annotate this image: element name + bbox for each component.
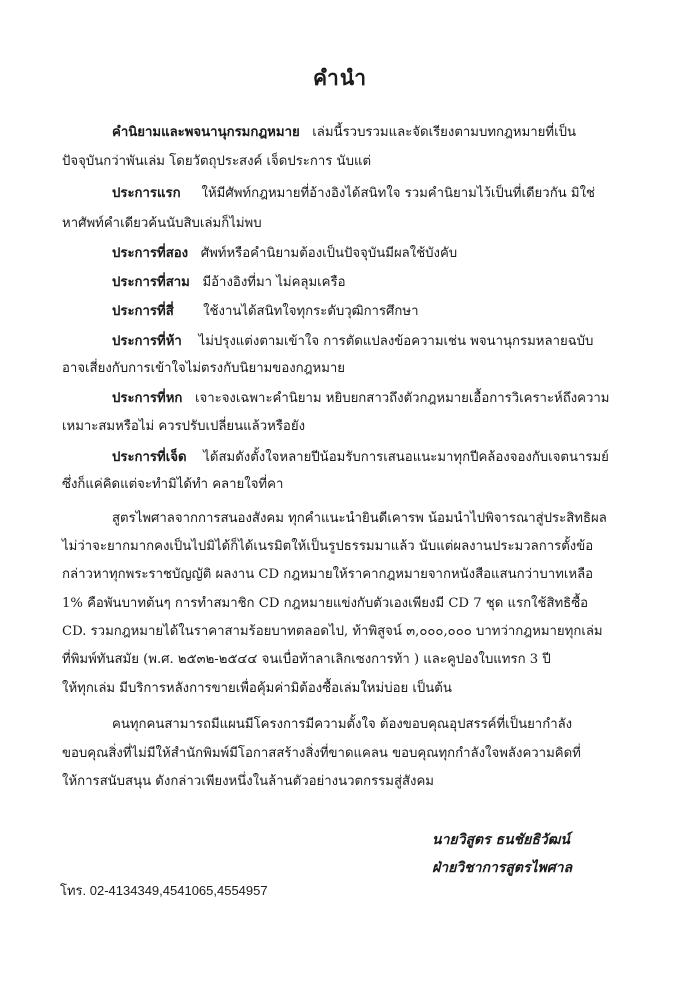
item-5-label: ประการที่ห้า — [112, 334, 182, 349]
para3-line-3: ให้การสนับสนุน ดังกล่าวเพียงหนึ่งในล้านตัวอย่างนวตกรรมสู่สังคม — [62, 774, 434, 789]
para2-line-5: CD. รวมกฎหมายได้ในราคาสามร้อยบาทตลอดไป, ท้าพิสูจน์ ๓,๐๐๐,๐๐๐ บาทว่ากฎหมายทุกเล่ม — [62, 624, 603, 639]
para2-line-2: ไม่ว่าจะยากมากคงเป็นไปมิได้ก็ได้เนรมิตให้เป็นรูปธรรมมาแล้ว นับแต่ผลงานประมวลการตั้งข้อ — [62, 539, 594, 554]
item-1-text: ให้มีศัพท์กฎหมายที่อ้างอิงได้สนิทใจ รวมคำนิยามไว้เป็นที่เดียวกัน มิใช่ — [201, 186, 595, 201]
item-7-cont: ซึ่งก็แค่คิดแต่จะทำมิได้ทำ คลายใจที่คา — [62, 477, 284, 492]
signature-name: นายวิสูตร ธนชัยธิวัฒน์ — [432, 832, 570, 848]
item-4-text: ใช้งานได้สนิทใจทุกระดับวุฒิการศึกษา — [203, 304, 419, 319]
intro-lead: คำนิยามและพจนานุกรมกฎหมาย — [112, 125, 300, 140]
item-4 — [112, 303, 419, 321]
item-1-label: ประการแรก — [112, 186, 181, 201]
item-7-text: ได้สมดังตั้งใจหลายปีน้อมรับการเสนอแนะมาทุกปีคล้องจองกับเจตนารมย์ — [203, 450, 609, 465]
para2-line-6: ที่พิมพ์ทันสมัย (พ.ศ. ๒๕๓๒-๒๕๔๔ จนเบื่อท้าลาเลิกเซงการท้า ) และคูปองใบแทรก 3 ปี — [62, 652, 551, 667]
item-7 — [112, 449, 609, 467]
item-1-cont: หาศัพท์คำเดียวค้นนับสิบเล่มก็ไม่พบ — [62, 216, 262, 231]
item-2 — [112, 245, 457, 263]
item-2-text: ศัพท์หรือคำนิยามต้องเป็นปัจจุบันมีผลใช้บังคับ — [200, 246, 458, 261]
item-3 — [112, 274, 346, 292]
para3-line-1: คนทุกคนสามารถมีแผนมีโครงการมีความตั้งใจ ต้องขอบคุณอุปสรรค์ที่เป็นยากำลัง — [112, 717, 573, 732]
item-6-cont: เหมาะสมหรือไม่ ควรปรับเปลี่ยนแล้วหรือยัง — [62, 419, 306, 434]
item-6-text: เจาะจงเฉพาะคำนิยาม หยิบยกสาวถึงตัวกฎหมายเอื้อการวิเคราะห์ถึงความ — [194, 391, 610, 406]
item-2-label: ประการที่สอง — [112, 246, 189, 261]
item-5-text: ไม่ปรุงแต่งตามเข้าใจ การตัดแปลงข้อความเช่น พจนานุกรมหลายฉบับ — [198, 334, 594, 349]
para2-line-4: 1% คือพันบาทต้นๆ การทำสมาชิก CD กฎหมายแข่งกับตัวเองเพียงมี CD 7 ชุด แรกใช้สิทธิซื้อ — [62, 596, 589, 611]
item-6-label: ประการที่หก — [112, 391, 183, 406]
item-6 — [112, 390, 609, 408]
item-1 — [112, 185, 595, 203]
item-4-label: ประการที่สี่ — [112, 304, 174, 319]
item-3-text: มีอ้างอิงที่มา ไม่คลุมเครือ — [202, 275, 346, 290]
item-7-label: ประการที่เจ็ด — [112, 450, 187, 465]
signature-department: ฝ่ายวิชาการสูตรไพศาล — [432, 860, 573, 876]
item-5-cont: อาจเสี่ยงกับการเข้าใจไม่ตรงกับนิยามของกฎหมาย — [62, 361, 346, 376]
para2-line-3: กล่าวหาทุกพระราชบัญญัติ ผลงาน CD กฎหมายให้ราคากฎหมายจากหนังสือแสนกว่าบาทเหลือ — [62, 567, 594, 582]
para2-line-1: สูตรไพศาลจากการสนองสังคม ทุกคำแนะนำยินดีเคารพ น้อมนำไปพิจารณาสู่ประสิทธิผล — [112, 511, 607, 526]
intro-line-2: ปัจจุบันกว่าพันเล่ม โดยวัตถุประสงค์ เจ็ดประการ นับแต่ — [62, 154, 372, 169]
phone-number: โทร. 02-4134349,4541065,4554957 — [60, 883, 268, 898]
para2-line-7: ให้ทุกเล่ม มีบริการหลังการขายเพื่อคุ้มค่ามิต้องซื้อเล่มใหม่บ่อย เป็นต้น — [62, 681, 452, 696]
item-5 — [112, 333, 593, 351]
para3-line-2: ขอบคุณสิ่งที่ไม่มีให้สำนักพิมพ์มีโอกาสสร้างสิ่งที่ขาดแคลน ขอบคุณทุกกำลังใจพลังความคิดที่ — [62, 746, 581, 761]
item-3-label: ประการที่สาม — [112, 275, 190, 290]
intro-line-1 — [112, 124, 576, 142]
intro-rest: เล่มนี้รวบรวมและจัดเรียงตามบทกฎหมายที่เป็น — [312, 125, 576, 140]
page-title: คำนำ — [313, 65, 367, 90]
